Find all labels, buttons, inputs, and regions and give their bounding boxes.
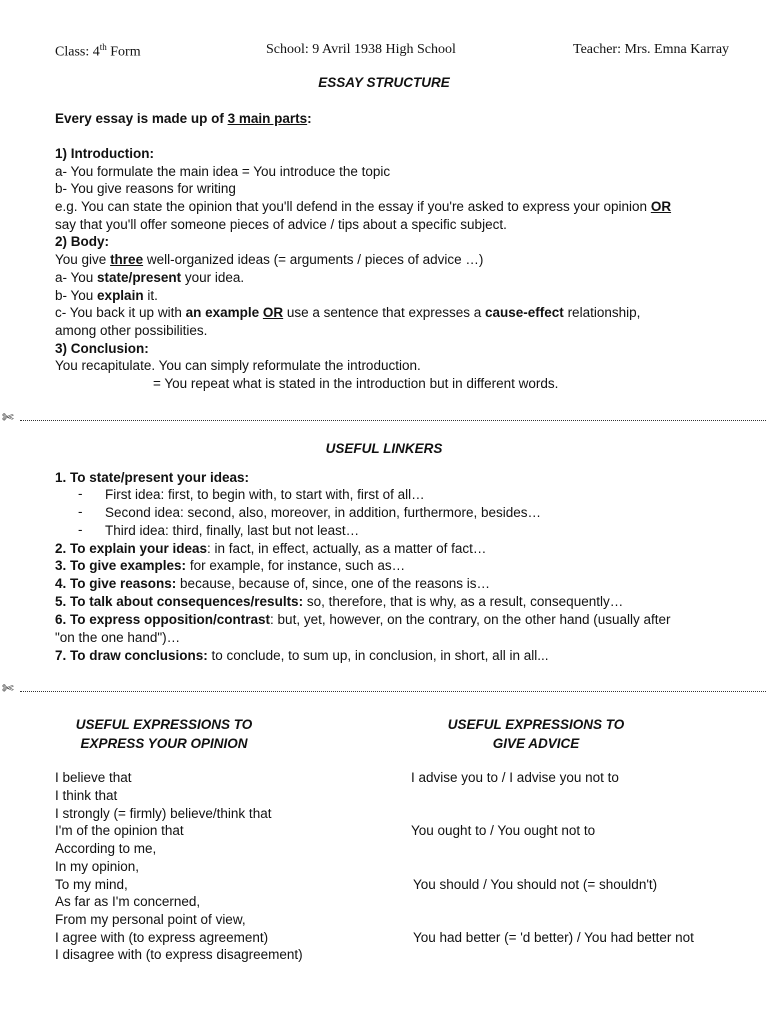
- opinion-item: I'm of the opinion that: [55, 823, 184, 838]
- body-a: a- You state/present your idea.: [55, 270, 245, 285]
- opinion-item: I strongly (= firmly) believe/think that: [55, 806, 272, 821]
- introduction-b: b- You give reasons for writing: [55, 181, 236, 196]
- advice-item: You should / You should not (= shouldn't): [413, 877, 658, 892]
- linker-1-heading: 1. To state/present your ideas:: [55, 470, 250, 485]
- linker-3: 3. To give examples: for example, for instance, such as…: [55, 558, 406, 573]
- linker-bullet-1: First idea: first, to begin with, to start with, first of all…: [105, 487, 425, 502]
- bullet-dash: -: [78, 504, 83, 519]
- advice-item: You ought to / You ought not to: [411, 823, 596, 838]
- linker-2: 2. To explain your ideas: in fact, in effect, actually, as a matter of fact…: [55, 541, 487, 556]
- dotted-divider: [20, 691, 766, 692]
- linker-6-cont: "on the one hand")…: [55, 630, 181, 645]
- linkers-title: USEFUL LINKERS: [325, 441, 443, 456]
- cut-line: [2, 680, 766, 697]
- opinion-item: In my opinion,: [55, 859, 140, 874]
- opinion-item: I agree with (to express agreement): [55, 930, 269, 945]
- linker-5: 5. To talk about consequences/results: so, therefore, that is why, as a result, consequently…: [55, 594, 624, 609]
- opinion-item: To my mind,: [55, 877, 128, 892]
- scissors-icon: ✄: [2, 409, 14, 425]
- conclusion-line-1: You recapitulate. You can simply reformulate the introduction.: [55, 358, 421, 373]
- conclusion-heading: 3) Conclusion:: [55, 341, 149, 356]
- opinion-item: I disagree with (to express disagreement): [55, 947, 303, 962]
- linker-bullet-2: Second idea: second, also, moreover, in addition, furthermore, besides…: [105, 505, 541, 520]
- body-b: b- You explain it.: [55, 288, 158, 303]
- opinion-item: From my personal point of view,: [55, 912, 246, 927]
- scissors-icon: ✄: [2, 680, 14, 696]
- opinion-expressions-heading: USEFUL EXPRESSIONS TO EXPRESS YOUR OPINION: [75, 717, 253, 751]
- essay-structure-title: ESSAY STRUCTURE: [318, 75, 450, 90]
- bullet-dash: -: [78, 486, 83, 501]
- cut-line: [2, 409, 766, 426]
- class-label: Class: 4th Form: [55, 42, 141, 60]
- opinion-item: I think that: [55, 788, 118, 803]
- advice-item: I advise you to / I advise you not to: [411, 770, 619, 785]
- introduction-a: a- You formulate the main idea = You introduce the topic: [55, 164, 391, 179]
- linker-bullet-3: Third idea: third, finally, last but not least…: [105, 523, 360, 538]
- advice-item: You had better (= 'd better) / You had better not: [413, 930, 694, 945]
- introduction-heading: 1) Introduction:: [55, 146, 154, 161]
- linker-4: 4. To give reasons: because, because of, since, one of the reasons is…: [55, 576, 490, 591]
- body-line-1: You give three well-organized ideas (= arguments / pieces of advice …): [55, 252, 484, 267]
- dotted-divider: [20, 420, 766, 421]
- body-c: c- You back it up with an example OR use a sentence that expresses a cause-effect relationship,: [55, 305, 641, 320]
- conclusion-line-2: = You repeat what is stated in the introduction but in different words.: [153, 376, 559, 391]
- opinion-item: According to me,: [55, 841, 157, 856]
- bullet-dash: -: [78, 522, 83, 537]
- body-heading: 2) Body:: [55, 234, 109, 249]
- opinion-item: As far as I'm concerned,: [55, 894, 201, 909]
- teacher-label: Teacher: Mrs. Emna Karray: [573, 42, 730, 57]
- advice-expressions-heading: USEFUL EXPRESSIONS TO GIVE ADVICE: [447, 717, 625, 751]
- introduction-example-cont: say that you'll offer someone pieces of advice / tips about a specific subject.: [55, 217, 507, 232]
- essay-intro-line: Every essay is made up of 3 main parts:: [55, 111, 312, 126]
- linker-7: 7. To draw conclusions: to conclude, to sum up, in conclusion, in short, all in all...: [55, 648, 549, 663]
- school-label: School: 9 Avril 1938 High School: [266, 42, 456, 57]
- opinion-item: I believe that: [55, 770, 132, 785]
- body-c-cont: among other possibilities.: [55, 323, 208, 338]
- linker-6: 6. To express opposition/contrast: but, yet, however, on the contrary, on the other hand (usually after: [55, 612, 671, 627]
- introduction-example: e.g. You can state the opinion that you'll defend in the essay if you're asked to express your opinion OR: [55, 199, 672, 214]
